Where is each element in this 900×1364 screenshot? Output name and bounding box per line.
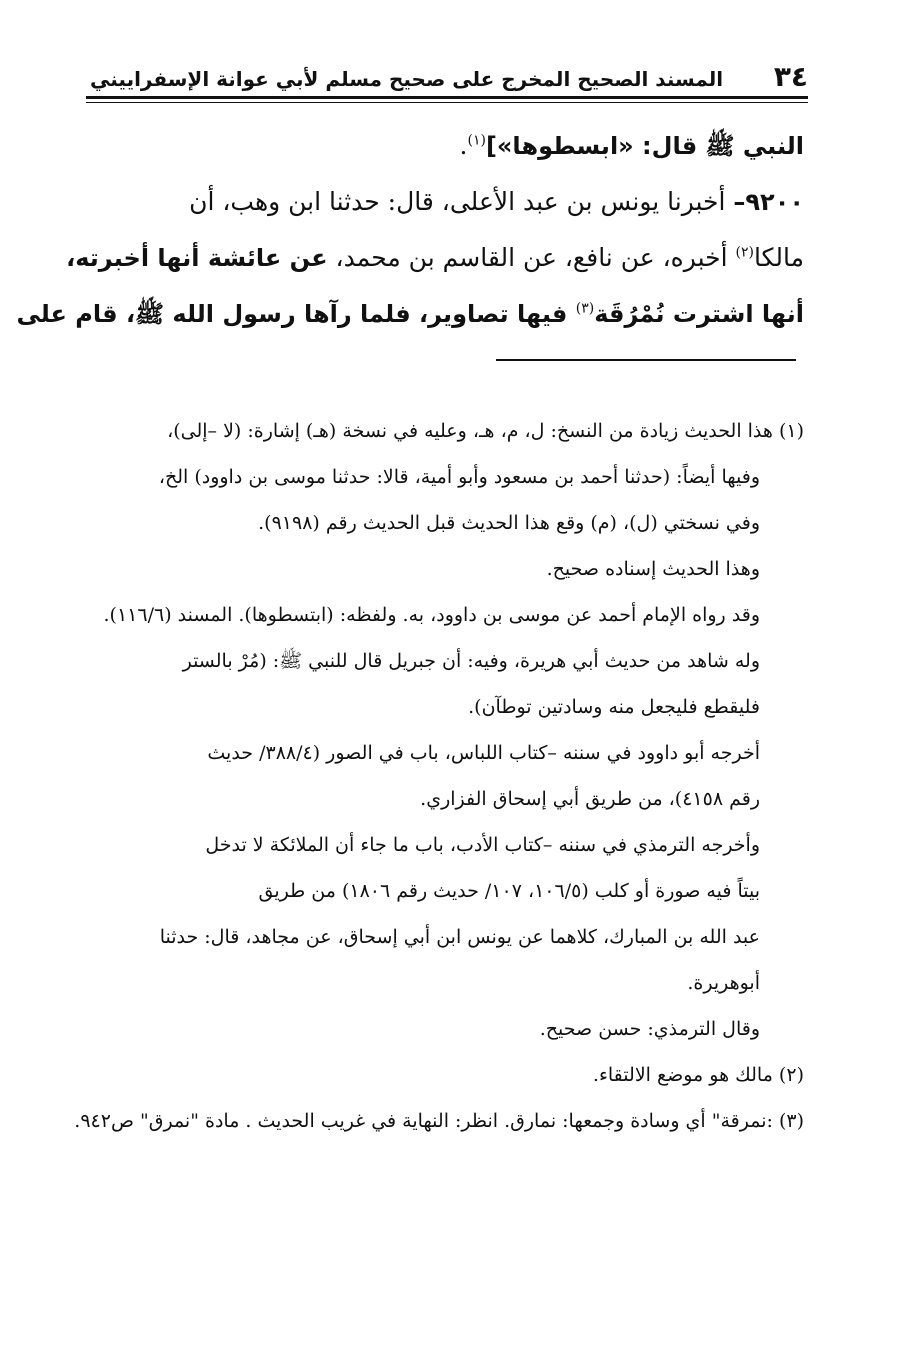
header-rule-thin [86,102,808,103]
footnote-line: وفيها أيضاً: (حدثنا أحمد بن مسعود وأبو أمية، قالا: حدثنا موسى بن داوود) الخ، [158,466,760,488]
footnote-line: وله شاهد من حديث أبي هريرة، وفيه: أن جبريل قال للنبي ﷺ: (مُرْ بالستر [182,650,760,672]
footnote-line: وقال الترمذي: حسن صحيح. [539,1018,760,1040]
header-rule-thick [86,96,808,99]
footnote-line: وقد رواه الإمام أحمد عن موسى بن داوود، به. ولفظه: (ابتسطوها). المسند (١١٦/٦). [103,604,760,626]
footnote-line: وأخرجه الترمذي في سننه –كتاب الأدب، باب ما جاء أن الملائكة لا تدخل [205,834,760,856]
page-number: ٣٤ [773,60,808,93]
running-title: المسند الصحيح المخرج على صحيح مسلم لأبي عوانة الإسفراييني [90,67,724,91]
footnote-separator [496,359,796,361]
footnote-ref-2: (٢) [735,244,754,261]
main-line-2: ٩٢٠٠– أخبرنا يونس بن عبد الأعلى، قال: حدثنا ابن وهب، أن [189,187,804,216]
footnote-line: (١) هذا الحديث زيادة من النسخ: ل، م، هـ، وعليه في نسخة (هـ) إشارة: (لا –إلى)، [167,420,804,442]
footnote-line: رقم ٤١٥٨)، من طريق أبي إسحاق الفزاري. [420,788,760,810]
footnote-line: فليقطع فليجعل منه وسادتين توطآن). [468,696,760,718]
main-text [16,118,804,342]
main-line-3: مالكا$^{(٢)}$ أخبره، عن نافع، عن القاسم بن محمد، عن عائشة أنها أخبرته، [66,243,804,272]
main-line-1: النبي ﷺ قال: «ابسطوها»]$^{(١)}$. [459,131,804,160]
footnote-ref-1: (١) [467,132,486,149]
footnote-ref-3: (٣) [575,300,595,317]
hadith-number: ٩٢٠٠– [733,188,804,216]
footnote-line: أبوهريرة. [687,972,760,994]
page-header [86,58,808,94]
main-line-4: أنها اشترت نُمْرُقَة$^{(٣)}$ فيها تصاوير، فلما رآها رسول الله ﷺ، قام على [16,300,804,328]
footnote-line: وفي نسختي (ل)، (م) وقع هذا الحديث قبل الحديث رقم (٩١٩٨). [258,512,760,534]
footnote-line: (٣) :نمرقة" أي وسادة وجمعها: نمارق. انظر: النهاية في غريب الحديث . مادة "نمرق" ص٩٤٢. [74,1110,804,1132]
footnote-line: وهذا الحديث إسناده صحيح. [546,558,760,580]
footnote-line: (٢) مالك هو موضع الالتقاء. [592,1064,804,1086]
footnote-line: أخرجه أبو داوود في سننه –كتاب اللباس، باب في الصور (٣٨٨/٤/ حديث [207,742,760,764]
footnote-line: بيتاً فيه صورة أو كلب (١٠٦/٥، ١٠٧/ حديث رقم ١٨٠٦) من طريق [258,880,760,902]
footnotes [74,408,804,1144]
footnote-line: عبد الله بن المبارك، كلاهما عن يونس ابن أبي إسحاق، عن مجاهد، قال: حدثنا [159,926,760,948]
